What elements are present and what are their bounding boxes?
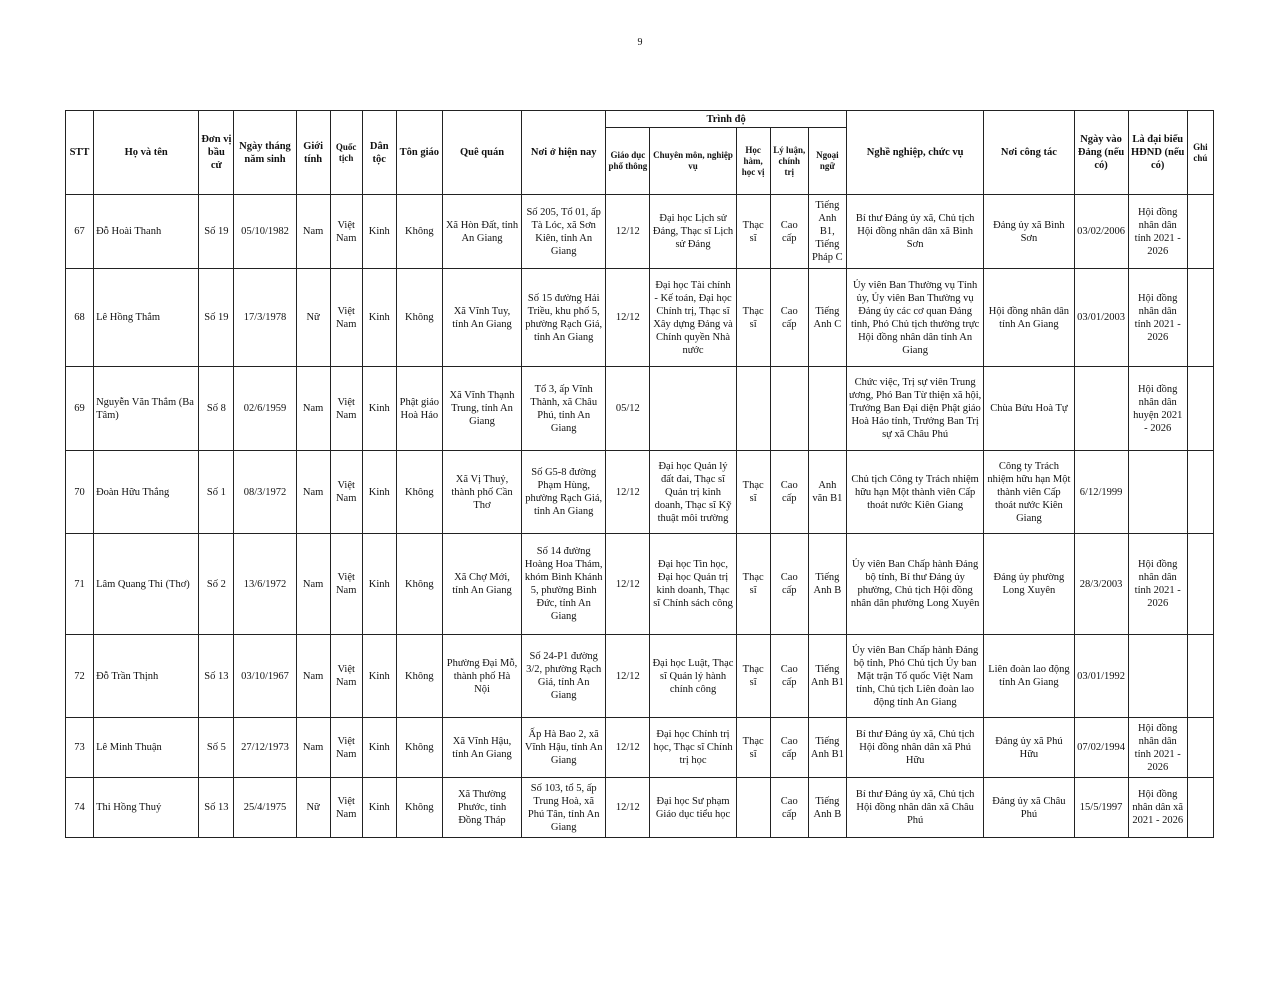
cell-name: Đỗ Trần Thịnh bbox=[94, 635, 199, 718]
header-notes: Ghi chú bbox=[1187, 111, 1213, 195]
cell-hometown: Xã Chợ Mới, tỉnh An Giang bbox=[442, 534, 521, 635]
cell-hometown: Phường Đại Mỗ, thành phố Hà Nội bbox=[442, 635, 521, 718]
cell-political-theory: Cao cấp bbox=[770, 451, 808, 534]
cell-electoral-unit: Số 19 bbox=[199, 195, 234, 269]
cell-religion: Không bbox=[396, 534, 442, 635]
cell-foreign-language bbox=[808, 367, 846, 451]
cell-specialty: Đại học Sư phạm Giáo dục tiểu học bbox=[650, 778, 736, 838]
cell-general-education: 12/12 bbox=[606, 635, 650, 718]
cell-residence: Số 24-P1 đường 3/2, phường Rạch Giá, tỉnh An Giang bbox=[522, 635, 606, 718]
table-row bbox=[66, 367, 1214, 451]
table-row bbox=[66, 269, 1214, 367]
cell-residence: Số G5-8 đường Phạm Hùng, phường Rạch Giá, tỉnh An Giang bbox=[522, 451, 606, 534]
cell-specialty: Đại học Tài chính - Kế toán, Đại học Chính trị, Thạc sĩ Xây dựng Đảng và Chính quyền Nhà nước bbox=[650, 269, 736, 367]
cell-gender: Nam bbox=[296, 195, 330, 269]
cell-notes bbox=[1187, 534, 1213, 635]
cell-party-date: 03/02/2006 bbox=[1074, 195, 1128, 269]
cell-delegate bbox=[1128, 451, 1187, 534]
cell-gender: Nữ bbox=[296, 778, 330, 838]
cell-nationality: Việt Nam bbox=[330, 635, 362, 718]
cell-workplace: Chùa Bửu Hoà Tự bbox=[984, 367, 1074, 451]
cell-ethnicity: Kinh bbox=[362, 269, 396, 367]
header-ethnicity: Dân tộc bbox=[362, 111, 396, 195]
cell-stt: 70 bbox=[66, 451, 94, 534]
cell-party-date: 03/01/1992 bbox=[1074, 635, 1128, 718]
header-delegate: Là đại biểu HĐND (nếu có) bbox=[1128, 111, 1187, 195]
cell-occupation: Ủy viên Ban Chấp hành Đảng bộ tỉnh, Bí thư Đảng ủy phường, Chủ tịch Hội đồng nhân dân phường Long Xuyên bbox=[846, 534, 983, 635]
cell-residence: Số 103, tổ 5, ấp Trung Hoà, xã Phú Tân, tỉnh An Giang bbox=[522, 778, 606, 838]
cell-nationality: Việt Nam bbox=[330, 718, 362, 778]
cell-political-theory: Cao cấp bbox=[770, 718, 808, 778]
cell-stt: 67 bbox=[66, 195, 94, 269]
cell-residence: Ấp Hà Bao 2, xã Vĩnh Hậu, tỉnh An Giang bbox=[522, 718, 606, 778]
cell-general-education: 12/12 bbox=[606, 195, 650, 269]
cell-party-date: 28/3/2003 bbox=[1074, 534, 1128, 635]
cell-birth-date: 08/3/1972 bbox=[234, 451, 296, 534]
cell-political-theory: Cao cấp bbox=[770, 778, 808, 838]
cell-occupation: Bí thư Đảng ủy xã, Chủ tịch Hội đồng nhân dân xã Bình Sơn bbox=[846, 195, 983, 269]
cell-delegate: Hội đồng nhân dân tỉnh 2021 - 2026 bbox=[1128, 534, 1187, 635]
header-party-date: Ngày vào Đảng (nếu có) bbox=[1074, 111, 1128, 195]
cell-stt: 73 bbox=[66, 718, 94, 778]
cell-birth-date: 13/6/1972 bbox=[234, 534, 296, 635]
cell-notes bbox=[1187, 195, 1213, 269]
cell-party-date: 6/12/1999 bbox=[1074, 451, 1128, 534]
header-workplace: Nơi công tác bbox=[984, 111, 1074, 195]
header-gender: Giới tính bbox=[296, 111, 330, 195]
cell-occupation: Bí thư Đảng ủy xã, Chủ tịch Hội đồng nhân dân xã Châu Phú bbox=[846, 778, 983, 838]
cell-nationality: Việt Nam bbox=[330, 451, 362, 534]
table-row bbox=[66, 778, 1214, 838]
cell-workplace: Đảng ủy xã Phú Hữu bbox=[984, 718, 1074, 778]
header-political-theory: Lý luận, chính trị bbox=[770, 128, 808, 195]
cell-delegate: Hội đồng nhân dân huyện 2021 - 2026 bbox=[1128, 367, 1187, 451]
cell-religion: Phật giáo Hoà Hảo bbox=[396, 367, 442, 451]
cell-name: Thi Hồng Thuý bbox=[94, 778, 199, 838]
cell-nationality: Việt Nam bbox=[330, 534, 362, 635]
cell-gender: Nam bbox=[296, 718, 330, 778]
cell-party-date: 15/5/1997 bbox=[1074, 778, 1128, 838]
table-row bbox=[66, 718, 1214, 778]
header-electoral-unit: Đơn vị bầu cử bbox=[199, 111, 234, 195]
cell-academic-degree: Thạc sĩ bbox=[736, 195, 770, 269]
cell-specialty bbox=[650, 367, 736, 451]
cell-stt: 69 bbox=[66, 367, 94, 451]
table-row bbox=[66, 195, 1214, 269]
cell-notes bbox=[1187, 367, 1213, 451]
candidate-table bbox=[65, 110, 1214, 838]
table-row bbox=[66, 451, 1214, 534]
cell-academic-degree: Thạc sĩ bbox=[736, 718, 770, 778]
cell-ethnicity: Kinh bbox=[362, 451, 396, 534]
cell-delegate: Hội đồng nhân dân tỉnh 2021 - 2026 bbox=[1128, 718, 1187, 778]
header-academic-degree: Học hàm, học vị bbox=[736, 128, 770, 195]
cell-political-theory bbox=[770, 367, 808, 451]
cell-notes bbox=[1187, 451, 1213, 534]
table-header bbox=[66, 111, 1214, 195]
cell-ethnicity: Kinh bbox=[362, 195, 396, 269]
cell-stt: 71 bbox=[66, 534, 94, 635]
cell-specialty: Đại học Lịch sử Đảng, Thạc sĩ Lịch sử Đảng bbox=[650, 195, 736, 269]
cell-religion: Không bbox=[396, 451, 442, 534]
cell-delegate: Hội đồng nhân dân tỉnh 2021 - 2026 bbox=[1128, 195, 1187, 269]
cell-academic-degree: Thạc sĩ bbox=[736, 534, 770, 635]
cell-political-theory: Cao cấp bbox=[770, 195, 808, 269]
cell-political-theory: Cao cấp bbox=[770, 269, 808, 367]
cell-residence: Số 14 đường Hoàng Hoa Thám, khóm Bình Khánh 5, phường Bình Đức, tỉnh An Giang bbox=[522, 534, 606, 635]
cell-nationality: Việt Nam bbox=[330, 195, 362, 269]
cell-occupation: Bí thư Đảng ủy xã, Chủ tịch Hội đồng nhân dân xã Phú Hữu bbox=[846, 718, 983, 778]
cell-gender: Nữ bbox=[296, 269, 330, 367]
cell-birth-date: 03/10/1967 bbox=[234, 635, 296, 718]
cell-workplace: Hội đồng nhân dân tỉnh An Giang bbox=[984, 269, 1074, 367]
cell-stt: 68 bbox=[66, 269, 94, 367]
cell-birth-date: 25/4/1975 bbox=[234, 778, 296, 838]
cell-gender: Nam bbox=[296, 635, 330, 718]
cell-specialty: Đại học Tin học, Đại học Quản trị kinh doanh, Thạc sĩ Chính sách công bbox=[650, 534, 736, 635]
cell-gender: Nam bbox=[296, 534, 330, 635]
table-row bbox=[66, 534, 1214, 635]
cell-electoral-unit: Số 13 bbox=[199, 778, 234, 838]
cell-workplace: Đảng ủy phường Long Xuyên bbox=[984, 534, 1074, 635]
cell-religion: Không bbox=[396, 718, 442, 778]
cell-electoral-unit: Số 19 bbox=[199, 269, 234, 367]
cell-foreign-language: Tiếng Anh B bbox=[808, 534, 846, 635]
cell-religion: Không bbox=[396, 635, 442, 718]
cell-electoral-unit: Số 8 bbox=[199, 367, 234, 451]
page-number: 9 bbox=[637, 37, 643, 48]
cell-hometown: Xã Thường Phước, tỉnh Đồng Tháp bbox=[442, 778, 521, 838]
header-birth-date: Ngày tháng năm sinh bbox=[234, 111, 296, 195]
cell-birth-date: 17/3/1978 bbox=[234, 269, 296, 367]
header-education-group: Trình độ bbox=[606, 111, 847, 128]
cell-academic-degree: Thạc sĩ bbox=[736, 635, 770, 718]
table-body bbox=[66, 195, 1214, 838]
cell-religion: Không bbox=[396, 269, 442, 367]
cell-nationality: Việt Nam bbox=[330, 367, 362, 451]
cell-religion: Không bbox=[396, 195, 442, 269]
cell-religion: Không bbox=[396, 778, 442, 838]
header-foreign-language: Ngoại ngữ bbox=[808, 128, 846, 195]
cell-notes bbox=[1187, 778, 1213, 838]
cell-party-date bbox=[1074, 367, 1128, 451]
cell-hometown: Xã Vĩnh Hậu, tỉnh An Giang bbox=[442, 718, 521, 778]
cell-notes bbox=[1187, 718, 1213, 778]
cell-birth-date: 27/12/1973 bbox=[234, 718, 296, 778]
cell-occupation: Chủ tịch Công ty Trách nhiệm hữu hạn Một thành viên Cấp thoát nước Kiên Giang bbox=[846, 451, 983, 534]
cell-party-date: 03/01/2003 bbox=[1074, 269, 1128, 367]
cell-notes bbox=[1187, 269, 1213, 367]
cell-political-theory: Cao cấp bbox=[770, 635, 808, 718]
cell-nationality: Việt Nam bbox=[330, 778, 362, 838]
cell-ethnicity: Kinh bbox=[362, 367, 396, 451]
cell-name: Đoàn Hữu Thắng bbox=[94, 451, 199, 534]
header-occupation: Nghề nghiệp, chức vụ bbox=[846, 111, 983, 195]
cell-academic-degree bbox=[736, 367, 770, 451]
cell-workplace: Đảng ủy xã Châu Phú bbox=[984, 778, 1074, 838]
cell-specialty: Đại học Quản lý đất đai, Thạc sĩ Quản trị kinh doanh, Thạc sĩ Kỹ thuật môi trường bbox=[650, 451, 736, 534]
cell-ethnicity: Kinh bbox=[362, 718, 396, 778]
header-nationality: Quốc tịch bbox=[330, 111, 362, 195]
header-religion: Tôn giáo bbox=[396, 111, 442, 195]
cell-ethnicity: Kinh bbox=[362, 635, 396, 718]
cell-name: Lê Minh Thuận bbox=[94, 718, 199, 778]
cell-name: Lâm Quang Thi (Thơ) bbox=[94, 534, 199, 635]
cell-foreign-language: Anh văn B1 bbox=[808, 451, 846, 534]
cell-nationality: Việt Nam bbox=[330, 269, 362, 367]
cell-specialty: Đại học Luật, Thạc sĩ Quản lý hành chính công bbox=[650, 635, 736, 718]
cell-residence: Số 205, Tổ 01, ấp Tà Lóc, xã Sơn Kiên, tỉnh An Giang bbox=[522, 195, 606, 269]
cell-name: Lê Hồng Thắm bbox=[94, 269, 199, 367]
cell-occupation: Ủy viên Ban Chấp hành Đảng bộ tỉnh, Phó Chủ tịch Ủy ban Mặt trận Tổ quốc Việt Nam tỉnh, Chủ tịch Liên đoàn lao động tỉnh An Giang bbox=[846, 635, 983, 718]
header-residence: Nơi ở hiện nay bbox=[522, 111, 606, 195]
cell-occupation: Ủy viên Ban Thường vụ Tỉnh ủy, Ủy viên Ban Thường vụ Đảng ủy các cơ quan Đảng tỉnh, Phó Chủ tịch thường trực Hội đồng nhân dân tỉnh An Giang bbox=[846, 269, 983, 367]
cell-hometown: Xã Vĩnh Thạnh Trung, tỉnh An Giang bbox=[442, 367, 521, 451]
cell-electoral-unit: Số 5 bbox=[199, 718, 234, 778]
cell-ethnicity: Kinh bbox=[362, 778, 396, 838]
header-name: Họ và tên bbox=[94, 111, 199, 195]
cell-electoral-unit: Số 13 bbox=[199, 635, 234, 718]
cell-delegate bbox=[1128, 635, 1187, 718]
cell-general-education: 12/12 bbox=[606, 534, 650, 635]
cell-hometown: Xã Hòn Đất, tỉnh An Giang bbox=[442, 195, 521, 269]
cell-general-education: 12/12 bbox=[606, 269, 650, 367]
cell-academic-degree: Thạc sĩ bbox=[736, 451, 770, 534]
header-stt: STT bbox=[66, 111, 94, 195]
cell-foreign-language: Tiếng Anh B bbox=[808, 778, 846, 838]
cell-party-date: 07/02/1994 bbox=[1074, 718, 1128, 778]
cell-name: Đỗ Hoài Thanh bbox=[94, 195, 199, 269]
cell-birth-date: 05/10/1982 bbox=[234, 195, 296, 269]
cell-general-education: 12/12 bbox=[606, 778, 650, 838]
cell-gender: Nam bbox=[296, 367, 330, 451]
cell-notes bbox=[1187, 635, 1213, 718]
cell-ethnicity: Kinh bbox=[362, 534, 396, 635]
cell-stt: 72 bbox=[66, 635, 94, 718]
cell-general-education: 12/12 bbox=[606, 451, 650, 534]
cell-general-education: 05/12 bbox=[606, 367, 650, 451]
cell-hometown: Xã Vĩnh Tuy, tỉnh An Giang bbox=[442, 269, 521, 367]
cell-delegate: Hội đồng nhân dân tỉnh 2021 - 2026 bbox=[1128, 269, 1187, 367]
cell-foreign-language: Tiếng Anh B1, Tiếng Pháp C bbox=[808, 195, 846, 269]
cell-workplace: Đảng ủy xã Bình Sơn bbox=[984, 195, 1074, 269]
cell-workplace: Công ty Trách nhiệm hữu hạn Một thành viên Cấp thoát nước Kiên Giang bbox=[984, 451, 1074, 534]
cell-residence: Số 15 đường Hải Triều, khu phố 5, phường Rạch Giá, tỉnh An Giang bbox=[522, 269, 606, 367]
cell-electoral-unit: Số 2 bbox=[199, 534, 234, 635]
cell-foreign-language: Tiếng Anh B1 bbox=[808, 718, 846, 778]
cell-name: Nguyễn Văn Thắm (Ba Tâm) bbox=[94, 367, 199, 451]
cell-gender: Nam bbox=[296, 451, 330, 534]
header-specialty: Chuyên môn, nghiệp vụ bbox=[650, 128, 736, 195]
cell-stt: 74 bbox=[66, 778, 94, 838]
header-hometown: Quê quán bbox=[442, 111, 521, 195]
cell-workplace: Liên đoàn lao động tỉnh An Giang bbox=[984, 635, 1074, 718]
cell-general-education: 12/12 bbox=[606, 718, 650, 778]
cell-foreign-language: Tiếng Anh B1 bbox=[808, 635, 846, 718]
table-row bbox=[66, 635, 1214, 718]
cell-academic-degree bbox=[736, 778, 770, 838]
cell-foreign-language: Tiếng Anh C bbox=[808, 269, 846, 367]
cell-birth-date: 02/6/1959 bbox=[234, 367, 296, 451]
cell-academic-degree: Thạc sĩ bbox=[736, 269, 770, 367]
cell-occupation: Chức việc, Trị sự viên Trung ương, Phó Ban Từ thiện xã hội, Trưởng Ban Đại diện Phật giáo Hoà Hảo tỉnh, Trưởng Ban Trị sự xã Châu Phú bbox=[846, 367, 983, 451]
cell-specialty: Đại học Chính trị học, Thạc sĩ Chính trị học bbox=[650, 718, 736, 778]
cell-hometown: Xã Vị Thuỷ, thành phố Cần Thơ bbox=[442, 451, 521, 534]
cell-delegate: Hội đồng nhân dân xã 2021 - 2026 bbox=[1128, 778, 1187, 838]
header-general-education: Giáo dục phổ thông bbox=[606, 128, 650, 195]
cell-residence: Tổ 3, ấp Vĩnh Thành, xã Châu Phú, tỉnh An Giang bbox=[522, 367, 606, 451]
cell-political-theory: Cao cấp bbox=[770, 534, 808, 635]
cell-electoral-unit: Số 1 bbox=[199, 451, 234, 534]
